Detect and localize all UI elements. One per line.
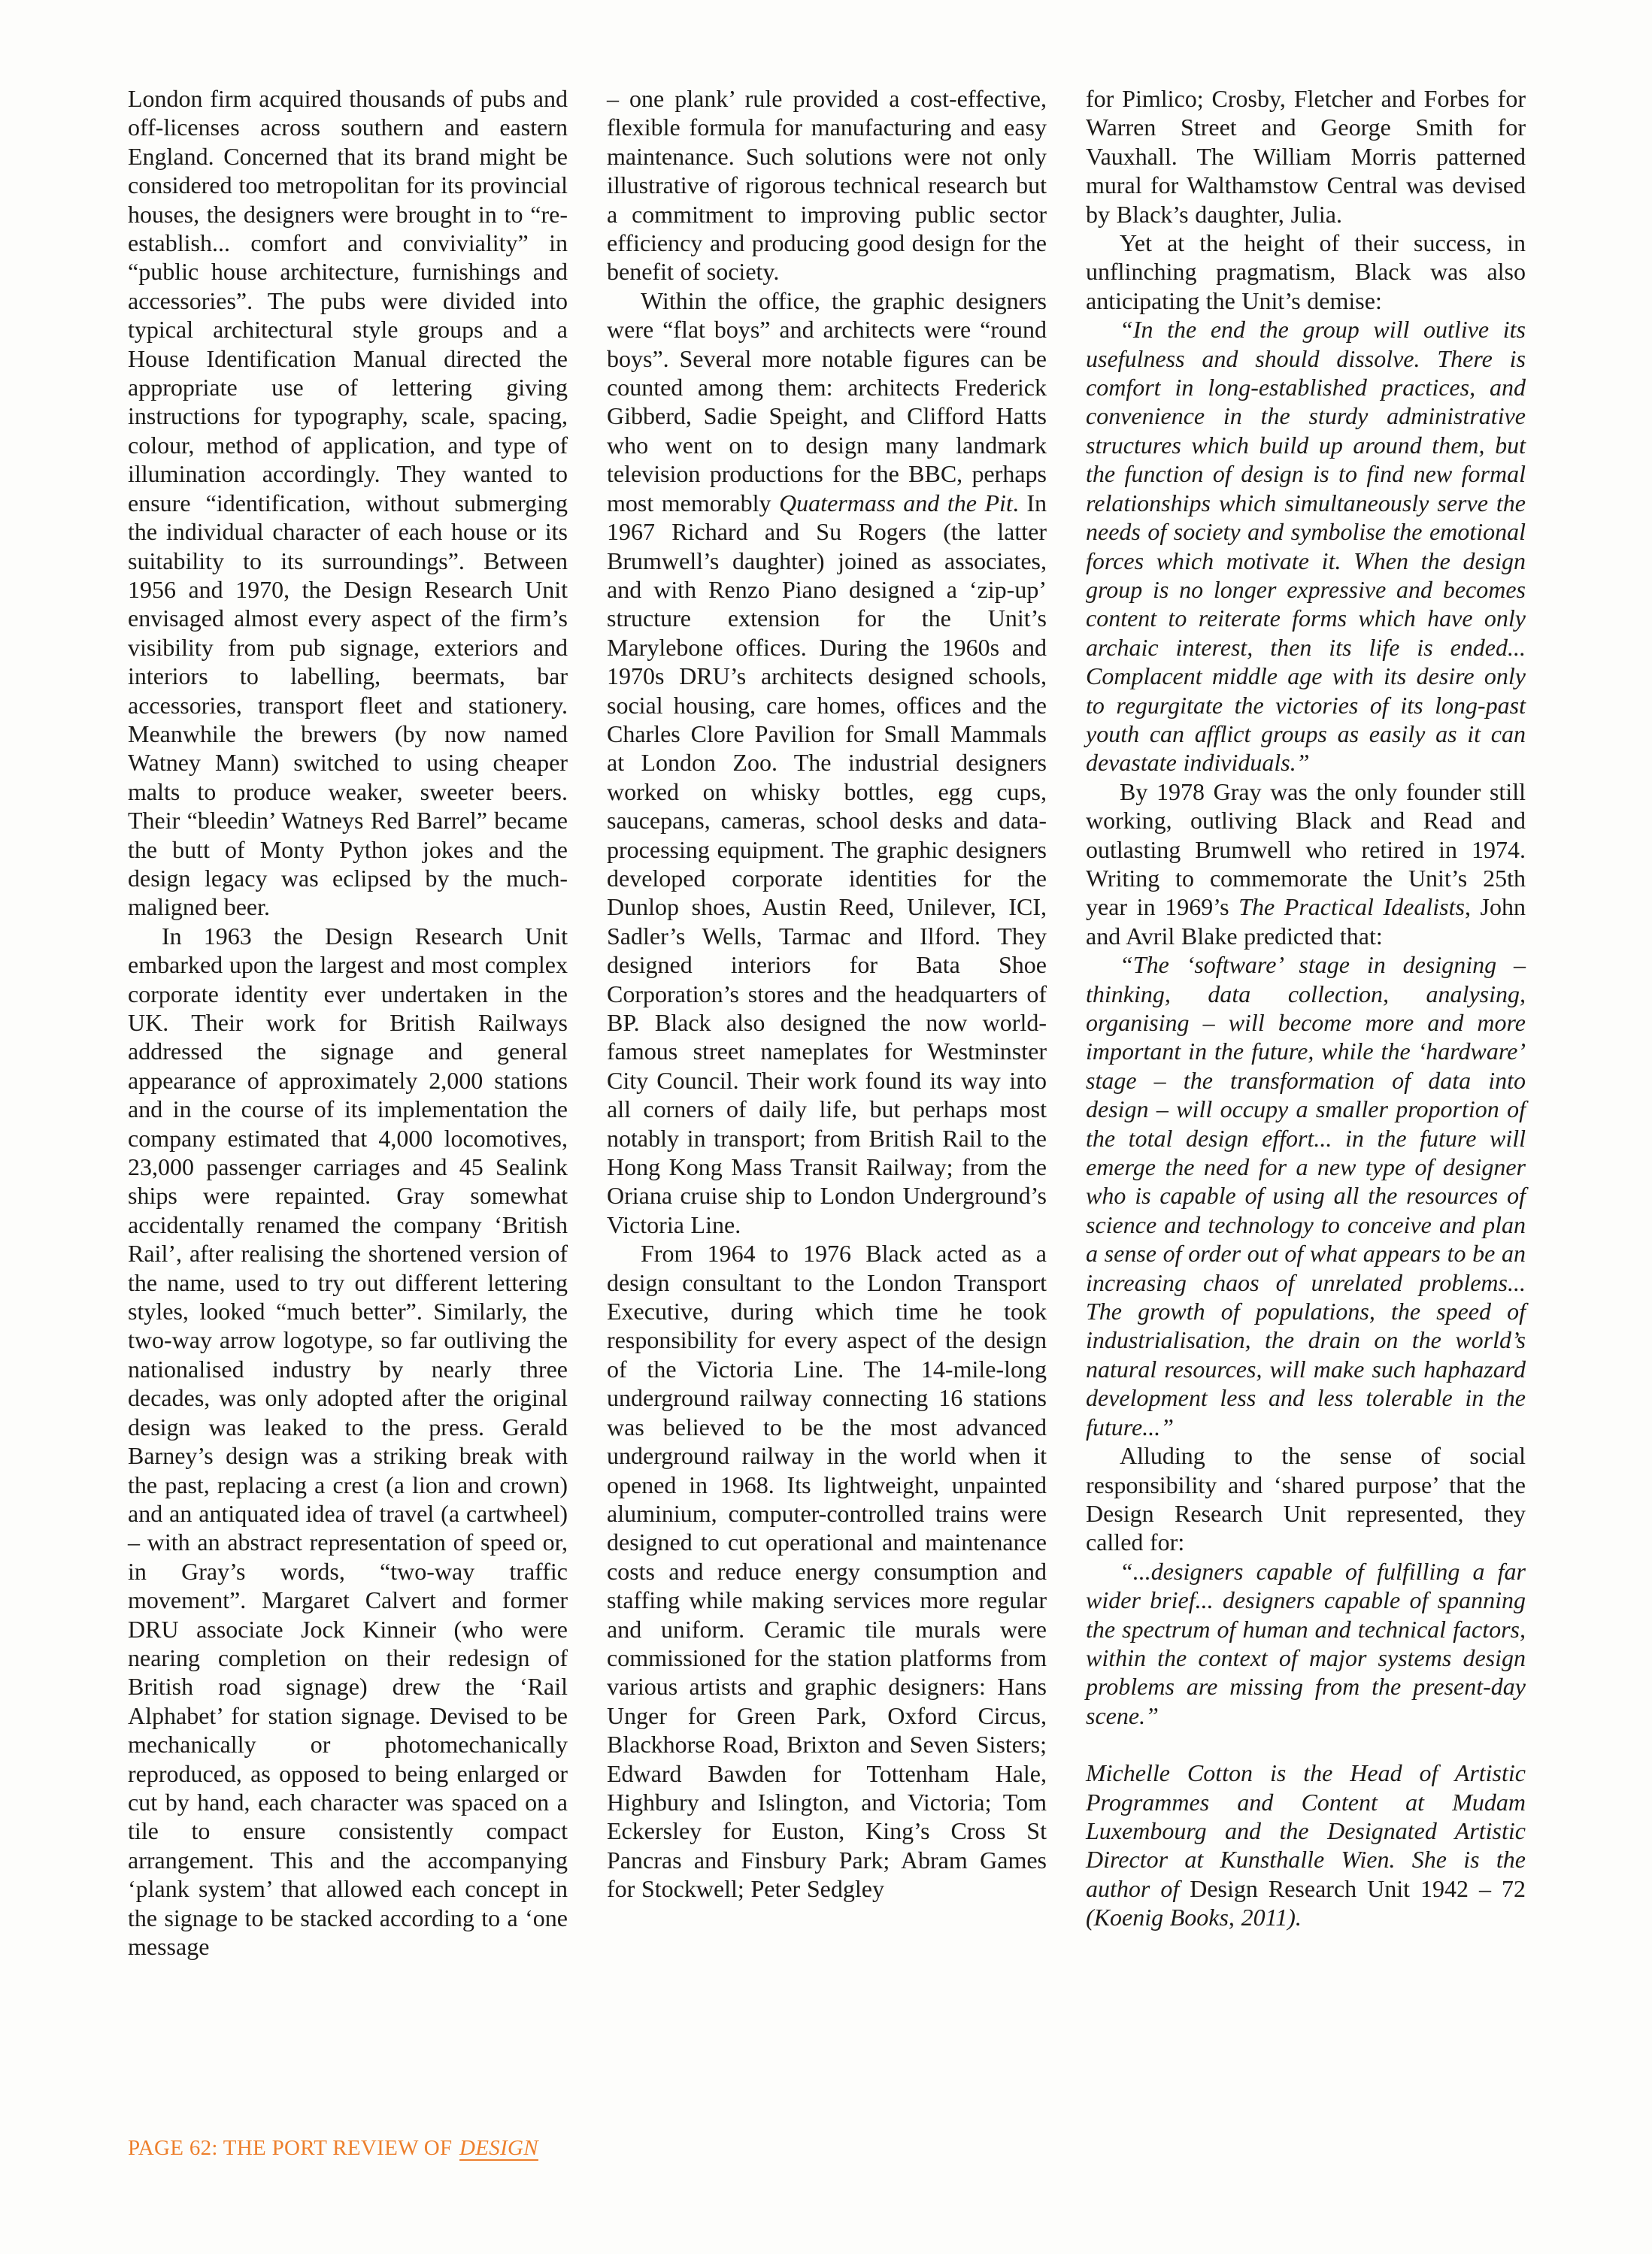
paragraph: [607, 84, 1047, 286]
italic-text-run: The Practical Idealists: [1238, 893, 1465, 921]
text-run: By 1978 Gray was the only founder still working, outliving Black and Read and outlasting Brumwell who retired in 1974. Writing to commemorate the Unit’s 25th year in 1969’s: [1086, 777, 1526, 921]
italic-text-run: “The ‘software’ stage in designing – thinking, data collection, analysing, organising – will become more and more important in the future, while the ‘hardware’ stage – the transformation of data into design – will occupy a smaller proportion of the total design effort... in the future will emerge the need for a new type of designer who is capable of using all the resources of science and technology to conceive and plan a sense of order out of what appears to be an increasing chaos of unrelated problems... The growth of populations, the speed of industrialisation, the drain on the world’s natural resources, will make such haphazard development less and less tolerable in the future...”: [1086, 951, 1526, 1441]
paragraph: [1086, 1557, 1526, 1730]
italic-text-run: (Koenig Books, 2011).: [1086, 1904, 1302, 1931]
paragraph: [128, 922, 568, 1962]
text-run: for Pimlico; Crosby, Fletcher and Forbes for Warren Street and George Smith for Vauxhall. The William Morris patterned mural for Walthamstow Central was devised by Black’s daughter, Julia.: [1086, 85, 1526, 228]
italic-text-run: “In the end the group will outlive its usefulness and should dissolve. There is comfort in long-established practices, and convenience in the sturdy administrative structures which build up around them, but the function of design is to find new formal relationships which simultaneously serve the needs of society and symbolise the emotional forces which motivate it. When the design group is no longer expressive and becomes content to reiterate forms which have only archaic interest, then its life is ended... Complacent middle age with its desire only to regurgitate the victories of its long-past youth can afflict groups as easily as it can devastate individuals.”: [1086, 316, 1526, 777]
paragraph: [1086, 1759, 1526, 1931]
page-footer: [128, 2135, 538, 2161]
text-run: Yet at the height of their success, in unflinching pragmatism, Black was also anticipating the Unit’s demise:: [1086, 229, 1526, 314]
paragraph: [607, 286, 1047, 1239]
article-column-3: [1086, 84, 1526, 1932]
article-column-1: [128, 84, 568, 1961]
text-run: . In 1967 Richard and Su Rogers (the latter Brumwell’s daughter) joined as associates, and with Renzo Piano designed a ‘zip-up’ structure extension for the Unit’s Marylebone offices. During the 1960s and 1970s DRU’s architects designed schools, social housing, care homes, offices and the Charles Clore Pavilion for Small Mammals at London Zoo. The industrial designers worked on whisky bottles, egg cups, saucepans, cameras, school desks and data-processing equipment. The graphic designers developed corporate identities for the Dunlop shoes, Austin Reed, Unilever, ICI, Sadler’s Wells, Tarmac and Ilford. They designed interiors for Bata Shoe Corporation’s stores and the headquarters of BP. Black also designed the now world-famous street nameplates for Westminster City Council. Their work found its way into all corners of daily life, but perhaps most notably in transport; from British Rail to the Hong Kong Mass Transit Railway; from the Oriana cruise ship to London Underground’s Victoria Line.: [607, 489, 1047, 1238]
italic-text-run: Michelle Cotton is the Head of Artistic Programmes and Content at Mudam Luxembourg and the Designated Artistic Director at Kunsthalle Wien. She is the author of: [1086, 1759, 1526, 1902]
article-column-2: [607, 84, 1047, 1904]
text-run: From 1964 to 1976 Black acted as a design consultant to the London Transport Executive, during which time he took responsibility for every aspect of the design of the Victoria Line. The 14-mile-long underground railway connecting 16 stations was believed to be the most advanced underground railway in the world when it opened in 1968. Its lightweight, unpainted aluminium, computer-controlled trains were designed to cut operational and maintenance costs and reduce energy consumption and staffing while making services more regular and uniform. Ceramic tile murals were commissioned for the station platforms from various artists and graphic designers: Hans Unger for Green Park, Oxford Circus, Blackhorse Road, Brixton and Seven Sisters; Edward Bawden for Tottenham Hale, Highbury and Islington, and Victoria; Tom Eckersley for Euston, King’s Cross St Pancras and Finsbury Park; Abram Games for Stockwell; Peter Sedgley: [607, 1240, 1047, 1903]
footer-text: PAGE 62: THE PORT REVIEW OF: [128, 2136, 453, 2160]
paragraph: [128, 84, 568, 922]
paragraph: [1086, 84, 1526, 229]
text-run: , John and Avril Blake predicted that:: [1086, 893, 1526, 950]
italic-text-run: Quatermass and the Pit: [779, 489, 1013, 517]
paragraph: [1086, 229, 1526, 315]
text-run: Within the office, the graphic designers were “flat boys” and architects were “round boys”. Several more notable figures can be counted among them: architects Frederick Gibberd, Sadie Speight, and Clifford Hatts who went on to design many landmark television productions for the BBC, perhaps most memorably: [607, 286, 1047, 517]
paragraph: [1086, 1441, 1526, 1557]
text-run: Alluding to the sense of social responsibility and ‘shared purpose’ that the Design Research Unit represented, they called for:: [1086, 1442, 1526, 1556]
italic-text-run: “...designers capable of fulfilling a far wider brief... designers capable of spanning the spectrum of human and technical factors, within the context of major systems design problems are missing from the present-day scene.”: [1086, 1557, 1526, 1729]
paragraph: [1086, 315, 1526, 777]
paragraph: [1086, 950, 1526, 1441]
text-run: – one plank’ rule provided a cost-effective, flexible formula for manufacturing and easy maintenance. Such solutions were not only illustrative of rigorous technical research but a commitment to improving public sector efficiency and producing good design for the benefit of society.: [607, 85, 1047, 286]
text-run: In 1963 the Design Research Unit embarked upon the largest and most complex corporate identity ever undertaken in the UK. Their work for British Railways addressed the signage and general appearance of approximately 2,000 stations and in the course of its implementation the company estimated that 4,000 locomotives, 23,000 passenger carriages and 45 Sealink ships were repainted. Gray somewhat accidentally renamed the company ‘British Rail’, after realising the shortened version of the name, used to try out different lettering styles, looked “much better”. Similarly, the two-way arrow logotype, so far outliving the nationalised industry by nearly three decades, was only adopted after the original design was leaked to the press. Gerald Barney’s design was a striking break with the past, replacing a crest (a lion and crown) and an antiquated idea of travel (a cartwheel) – with an abstract representation of speed or, in Gray’s words, “two-way traffic movement”. Margaret Calvert and former DRU associate Jock Kinneir (who were nearing completion on their redesign of British road signage) drew the ‘Rail Alphabet’ for station signage. Devised to be mechanically or photomechanically reproduced, as opposed to being enlarged or cut by hand, each character was spaced on a tile to ensure consistently compact arrangement. This and the accompanying ‘plank system’ that allowed each concept in the signage to be stacked according to a ‘one message: [128, 922, 568, 1960]
footer-magazine-title: DESIGN: [459, 2136, 538, 2160]
paragraph: [1086, 777, 1526, 950]
text-run: London firm acquired thousands of pubs and off-licenses across southern and eastern England. Concerned that its brand might be considered too metropolitan for its provincial houses, the designers were brought in to “re-establish... comfort and conviviality” in “public house architecture, furnishings and accessories”. The pubs were divided into typical architectural style groups and a House Identification Manual directed the appropriate use of lettering giving instructions for typography, scale, spacing, colour, method of application, and type of illumination accordingly. They wanted to ensure “identification, without submerging the individual character of each house or its suitability to its surroundings”. Between 1956 and 1970, the Design Research Unit envisaged almost every aspect of the firm’s visibility from pub signage, exteriors and interiors to labelling, beermats, bar accessories, transport fleet and stationery. Meanwhile the brewers (by now named Watney Mann) switched to using cheaper malts to produce weaker, sweeter beers. Their “bleedin’ Watneys Red Barrel” became the butt of Monty Python jokes and the design legacy was eclipsed by the much-maligned beer.: [128, 85, 568, 921]
text-run: Design Research Unit 1942 – 72: [1190, 1874, 1526, 1902]
paragraph: [607, 1239, 1047, 1903]
